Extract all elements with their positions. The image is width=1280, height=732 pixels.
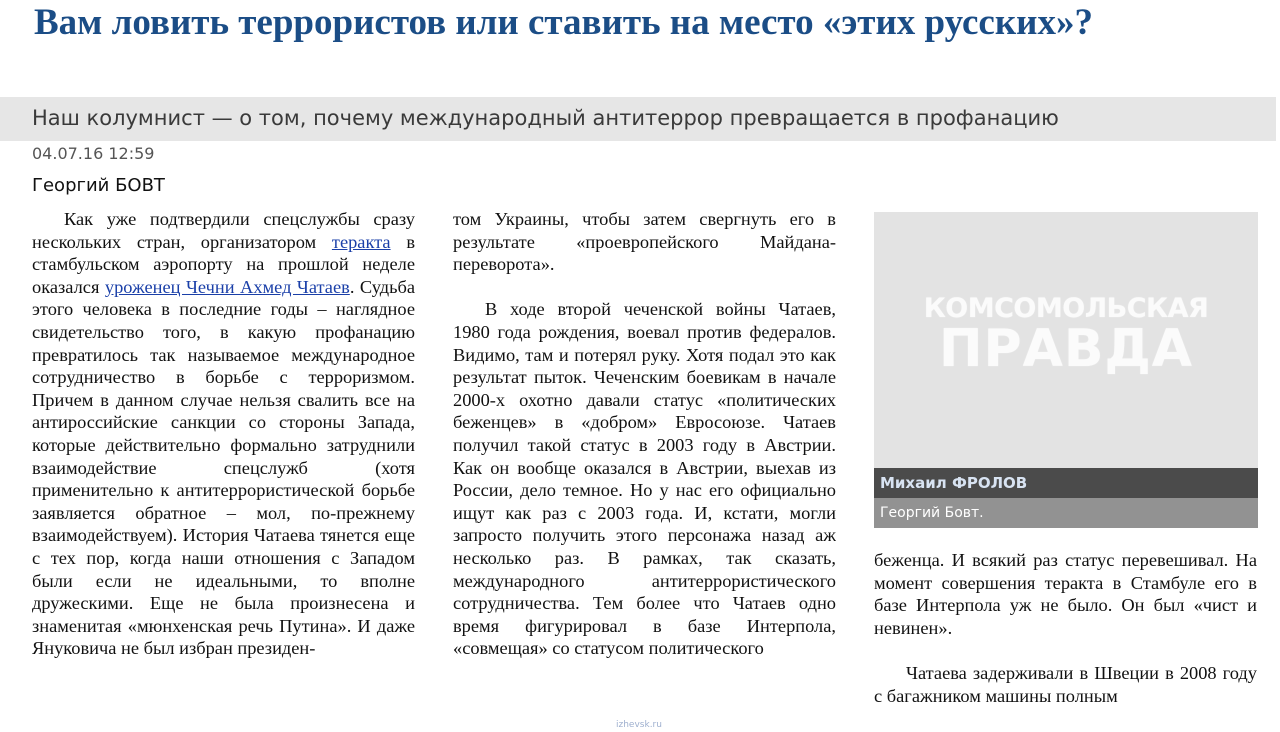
link-terakt[interactable]: теракта [331,231,391,252]
paragraph: беженца. И всякий раз статус перевешивал. На момент совершения теракта в Стамбуле его в базе Интерпола уж не было. Он был «чист и невинен». [874,550,1257,638]
article-column-3 [874,549,1257,711]
publish-datetime: 04.07.16 12:59 [32,144,155,163]
paragraph [32,208,415,660]
subtitle-bar [0,97,1276,141]
text-run: Как уже подтвердили спецслужбы сразу нескольких стран, организатором [32,209,415,252]
text-run: . Судьба этого человека в последние годы – наглядное свидетельство того, в какую профанацию превратилось так называемое международное сотрудничество в борьбе с терроризмом. Причем в данном случае нельзя свалить все на антироссийские санкции со стороны Запада, которые действительно формально затруднили взаимодействие спецслужб (хотя применительно к антитеррористической борьбе заявляется обратное – мол, по-прежнему взаимодействуем). История Чатаева тянется еще с тех пор, когда наши отношения с Западом были если не идеальными, то вполне дружескими. Еще не была произнесена и знаменитая «мюнхенская речь Путина». И даже Януковича не был избран президен- [32,276,415,659]
photo-caption: Георгий Бовт. [880,505,984,521]
kp-logo [920,293,1212,379]
text-run: в стамбульском аэропорту на прошлой неделе оказался [32,231,415,297]
article-subtitle: Наш колумнист — о том, почему международный антитеррор превращается в профанацию [32,106,1059,130]
article-column-1 [32,208,415,708]
logo-line-1: КОМСОМОЛЬСКАЯ [923,293,1209,324]
author-name: Георгий БОВТ [32,175,165,196]
paragraph: В ходе второй чеченской войны Чатаев, 1980 года рождения, воевал против федералов. Видимо, там и потерял руку. Хотя подал это как результат пыток. Чеченским боевикам в начале 2000-х охотно давали статус «политических беженцев» в «добром» Евросоюзе. Чатаев получил такой статус в 2003 году в Австрии. Как он вообще оказался в Австрии, выехав из России, дело темное. Но у нас его официально ищут как раз с 2003 года. И, кстати, могли запросто получить этого персонажа назад аж несколько раз. В рамках, так сказать, международного антитеррористического сотрудничества. Тем более что Чатаев одно время фигурировал в базе Интерпола, «совмещая» со статусом политического [453,299,836,659]
article-column-2 [453,208,836,708]
photo-credit-bar [874,468,1258,498]
source-watermark: izhevsk.ru [616,720,662,730]
article-title: Вам ловить террористов или ставить на место «этих русских»? [34,2,1093,43]
paragraph: том Украины, чтобы затем свергнуть его в результате «проевропейского Майдана-переворота». [453,209,836,275]
photo-credit: Михаил ФРОЛОВ [880,474,1028,492]
logo-line-2: ПРАВДА [938,319,1194,379]
photo-caption-bar [874,498,1258,528]
paragraph: Чатаева задерживали в Швеции в 2008 году с багажником машины полным [874,662,1257,706]
link-chataev[interactable]: уроженец Чечни Ахмед Чатаев [104,276,350,297]
